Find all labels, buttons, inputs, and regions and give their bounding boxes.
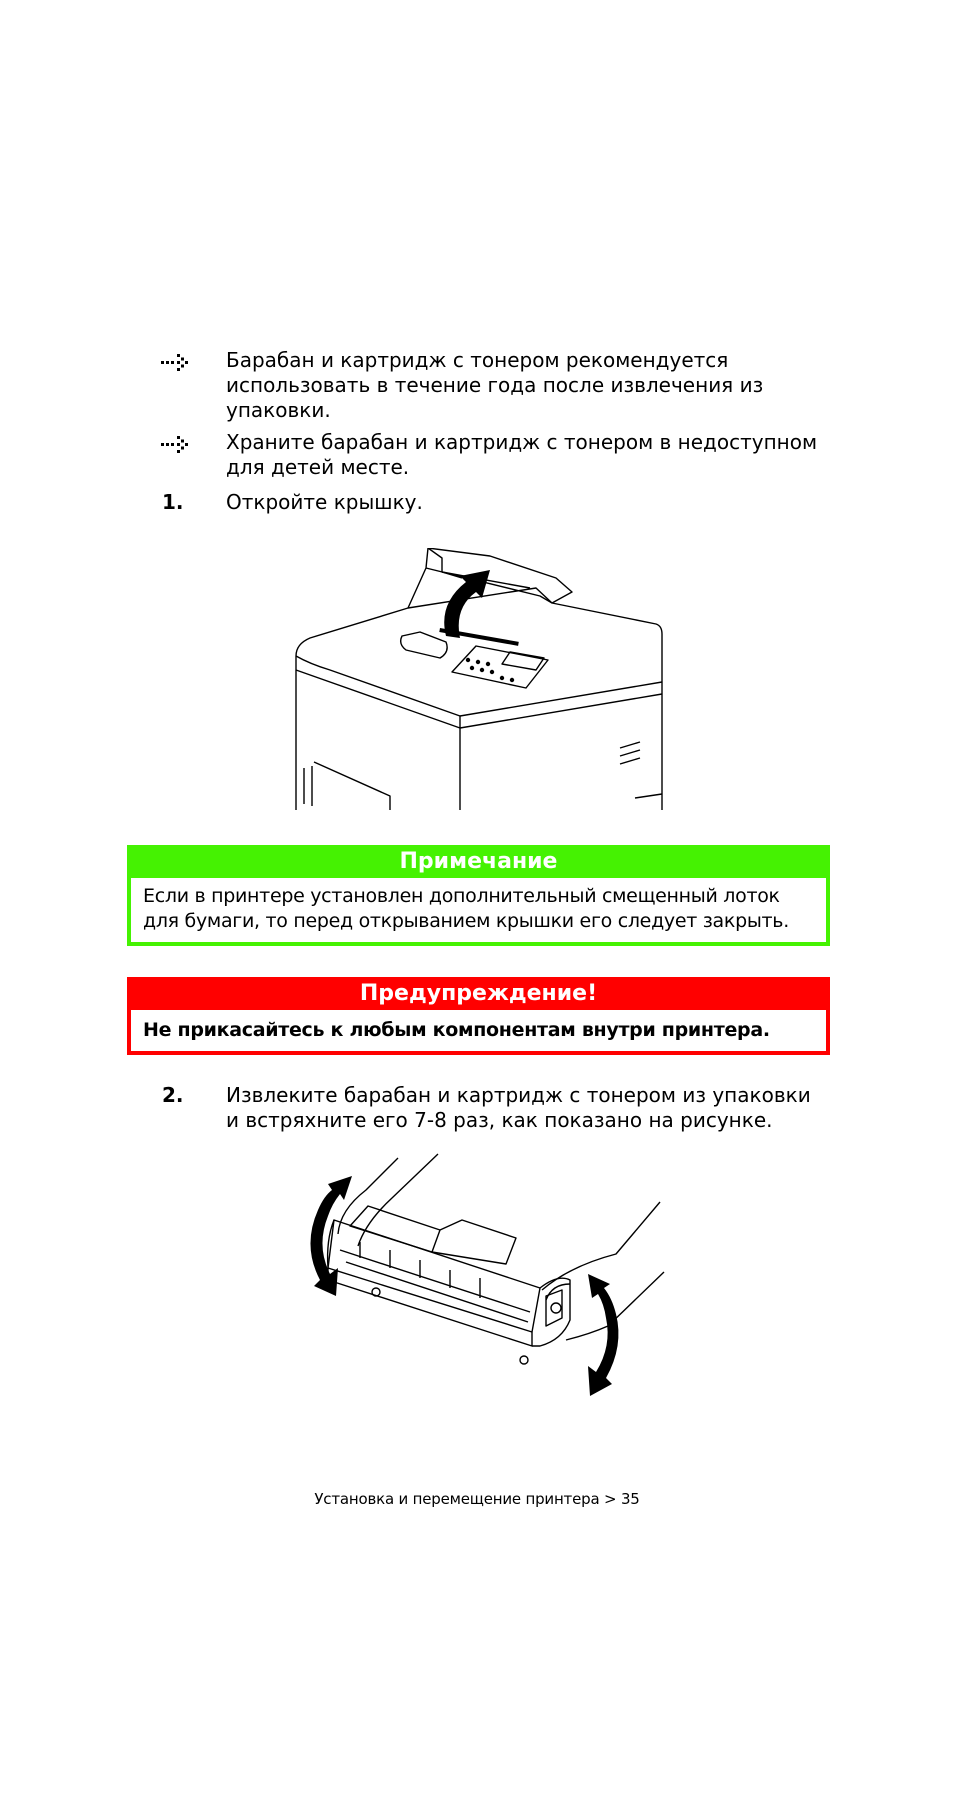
bullet-text: Барабан и картридж с тонером рекомендуется использовать в течение года после извлечения из упаковки. bbox=[226, 348, 764, 422]
shake-cartridge-illustration bbox=[300, 1150, 670, 1400]
warning-box bbox=[127, 977, 830, 1055]
warning-text: Не прикасайтесь к любым компонентам внутри принтера. bbox=[131, 1010, 826, 1051]
step-number: 2. bbox=[162, 1083, 184, 1107]
step-text: Извлеките барабан и картридж с тонером из упаковки и встряхните его 7-8 раз, как показано на рисунке. bbox=[226, 1083, 811, 1132]
dotted-arrow-icon bbox=[160, 352, 192, 374]
bullet-text: Храните барабан и картридж с тонером в недоступном для детей месте. bbox=[226, 430, 818, 479]
dotted-arrow-icon bbox=[160, 434, 192, 456]
note-box bbox=[127, 845, 830, 946]
page-footer: Установка и перемещение принтера > 35 bbox=[314, 1490, 640, 1508]
note-text: Если в принтере установлен дополнительный смещенный лоток для бумаги, то перед открыванием крышки его следует закрыть. bbox=[131, 878, 826, 942]
note-title: Примечание bbox=[399, 849, 558, 874]
warning-title: Предупреждение! bbox=[359, 981, 598, 1006]
step-number: 1. bbox=[162, 490, 184, 514]
step-text: Откройте крышку. bbox=[226, 490, 423, 514]
printer-open-cover-illustration bbox=[290, 548, 665, 810]
